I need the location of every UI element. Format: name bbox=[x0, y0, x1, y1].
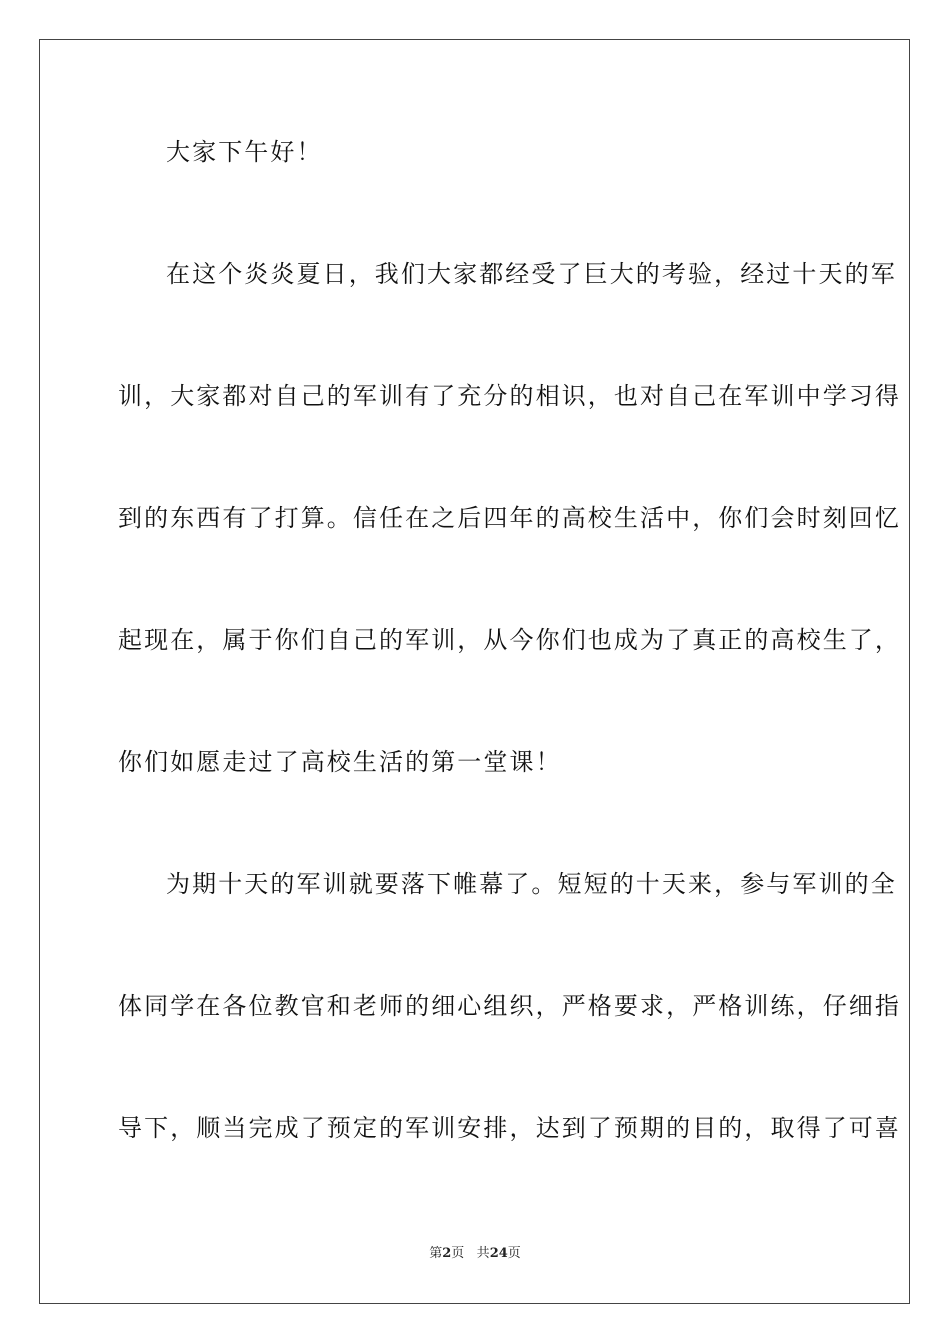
footer-page-number: 2 bbox=[442, 1246, 452, 1261]
paragraph-2-line-3: 导下，顺当完成了预定的军训安排，达到了预期的目的，取得了可喜 bbox=[118, 1114, 901, 1142]
footer-page-suffix: 页 bbox=[451, 1246, 465, 1261]
paragraph-1-line-5: 你们如愿走过了高校生活的第一堂课！ bbox=[118, 748, 562, 776]
page-footer bbox=[0, 1245, 950, 1263]
greeting-line: 大家下午好！ bbox=[166, 138, 323, 166]
footer-total-suffix: 页 bbox=[507, 1246, 521, 1261]
paragraph-2-line-1: 为期十天的军训就要落下帷幕了。短短的十天来，参与军训的全 bbox=[166, 870, 897, 898]
paragraph-2-line-2: 体同学在各位教官和老师的细心组织，严格要求，严格训练，仔细指 bbox=[118, 992, 901, 1020]
paragraph-1-line-2: 训，大家都对自己的军训有了充分的相识，也对自己在军训中学习得 bbox=[118, 382, 901, 410]
footer-total-pages: 24 bbox=[489, 1246, 508, 1261]
footer-page-prefix: 第 bbox=[429, 1246, 443, 1261]
paragraph-1-line-4: 起现在，属于你们自己的军训，从今你们也成为了真正的高校生了， bbox=[118, 626, 901, 654]
footer-total-prefix: 共 bbox=[476, 1246, 490, 1261]
paragraph-1-line-3: 到的东西有了打算。信任在之后四年的高校生活中，你们会时刻回忆 bbox=[118, 504, 901, 532]
paragraph-1-line-1: 在这个炎炎夏日，我们大家都经受了巨大的考验，经过十天的军 bbox=[166, 260, 897, 288]
